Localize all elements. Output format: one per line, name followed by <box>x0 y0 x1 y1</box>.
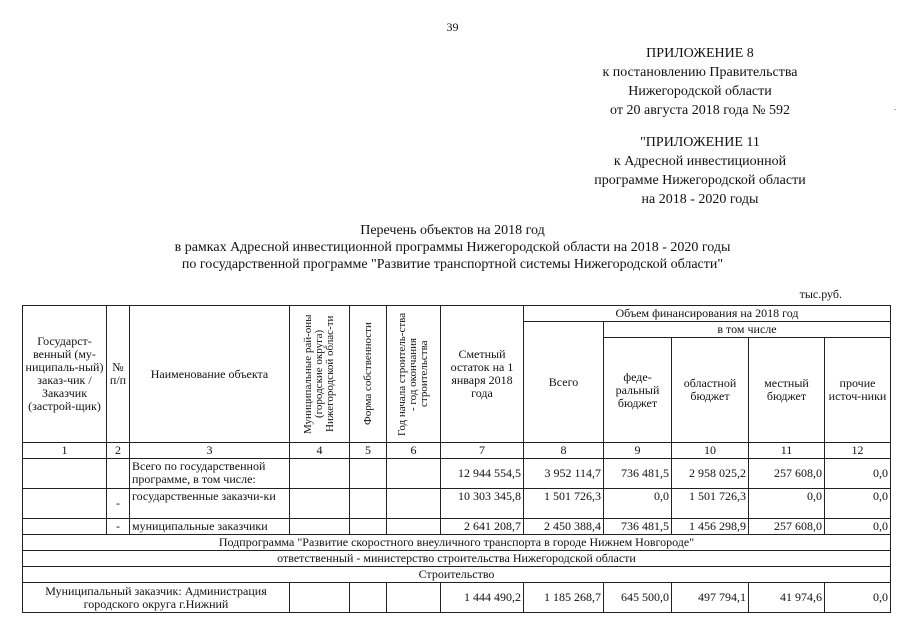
cell-local: 41 974,6 <box>749 583 825 613</box>
appendix-11-title: "ПРИЛОЖЕНИЕ 11 <box>640 135 760 150</box>
header-balance: Сметный остаток на 1 января 2018 года <box>441 306 524 443</box>
cell-other: 0,0 <box>825 489 891 519</box>
cell-total: 1 185 268,7 <box>524 583 604 613</box>
header-years <box>387 306 441 443</box>
cell-federal: 645 500,0 <box>604 583 672 613</box>
appendix-8-line3: Нижегородской области <box>628 84 772 99</box>
cell-empty <box>290 489 350 519</box>
subprogram-title: Подпрограмма "Развитие скоростного внеуличного транспорта в городе Нижнем Новгороде" <box>23 535 891 551</box>
scan-edge-mark: · <box>890 108 900 111</box>
cell-regional: 497 794,1 <box>672 583 749 613</box>
table-row-total <box>23 459 891 489</box>
cell-other: 0,0 <box>825 459 891 489</box>
customer-label: Муниципальный заказчик: Администрация городского округа г.Нижний <box>23 583 290 613</box>
cell-empty <box>290 583 350 613</box>
header-other: прочие источ-ники <box>825 338 891 443</box>
cell-balance: 2 641 208,7 <box>441 519 524 535</box>
cell-empty <box>290 459 350 489</box>
appendix-8-block <box>560 44 840 120</box>
cell-empty <box>387 489 441 519</box>
appendix-11-line4: на 2018 - 2020 годы <box>641 192 759 207</box>
cell-total: 3 952 114,7 <box>524 459 604 489</box>
table-row-customer <box>23 583 891 613</box>
cell-num <box>107 459 130 489</box>
cell-federal: 736 481,5 <box>604 519 672 535</box>
cell-num: - <box>107 489 130 519</box>
column-number: 10 <box>672 443 749 459</box>
header-row-1 <box>23 306 891 322</box>
cell-empty <box>350 519 387 535</box>
cell-name: муниципальные заказчики <box>130 519 290 535</box>
cell-regional: 1 456 298,9 <box>672 519 749 535</box>
cell-balance: 10 303 345,8 <box>441 489 524 519</box>
header-num: № п/п <box>107 306 130 443</box>
header-funding-total: Объем финансирования на 2018 год <box>524 306 891 322</box>
appendix-11-block <box>560 133 840 209</box>
header-district-text: Муниципальные рай-оны (городские округа) Нижегородской облас-ти <box>302 314 336 434</box>
cell-total: 1 501 726,3 <box>524 489 604 519</box>
column-number: 4 <box>290 443 350 459</box>
column-number: 5 <box>350 443 387 459</box>
cell-empty <box>290 519 350 535</box>
table-row-state <box>23 489 891 519</box>
title-line1: Перечень объектов на 2018 год <box>360 223 545 238</box>
table-row-section <box>23 567 891 583</box>
cell-other: 0,0 <box>825 583 891 613</box>
header-years-text: Год начала строитель-ства - год окончания строительства <box>396 312 430 436</box>
table-row-responsible <box>23 551 891 567</box>
column-number-row <box>23 443 891 459</box>
column-number: 7 <box>441 443 524 459</box>
section-title: Строительство <box>23 567 891 583</box>
cell-balance: 1 444 490,2 <box>441 583 524 613</box>
cell-empty <box>387 519 441 535</box>
cell-regional: 2 958 025,2 <box>672 459 749 489</box>
cell-empty <box>387 459 441 489</box>
header-local: местный бюджет <box>749 338 825 443</box>
header-district <box>290 306 350 443</box>
header-federal: феде-ральный бюджет <box>604 338 672 443</box>
cell-empty <box>23 489 107 519</box>
appendix-11-line3: программе Нижегородской области <box>594 173 806 188</box>
appendix-8-title: ПРИЛОЖЕНИЕ 8 <box>646 46 754 61</box>
cell-name: Всего по государственной программе, в том числе: <box>130 459 290 489</box>
cell-empty <box>350 459 387 489</box>
cell-total: 2 450 388,4 <box>524 519 604 535</box>
cell-empty <box>350 489 387 519</box>
header-including: в том числе <box>604 322 891 338</box>
appendix-8-line2: к постановлению Правительства <box>602 65 798 80</box>
header-total: Всего <box>524 322 604 443</box>
header-name: Наименование объекта <box>130 306 290 443</box>
cell-balance: 12 944 554,5 <box>441 459 524 489</box>
cell-name: государственные заказчи-ки <box>130 489 290 519</box>
column-number: 8 <box>524 443 604 459</box>
column-number: 2 <box>107 443 130 459</box>
appendix-11-line2: к Адресной инвестиционной <box>613 154 787 169</box>
cell-num: - <box>107 519 130 535</box>
responsible-title: ответственный - министерство строительства Нижегородской области <box>23 551 891 567</box>
header-customer: Государст-венный (му-ниципаль-ный) заказ-чик / Заказчик (застрой-щик) <box>23 306 107 443</box>
cell-local: 0,0 <box>749 489 825 519</box>
table-row-subprogram <box>23 535 891 551</box>
page-number: 39 <box>446 20 459 34</box>
title-line2: в рамках Адресной инвестиционной программы Нижегородской области на 2018 - 2020 годы <box>174 240 731 255</box>
column-number: 6 <box>387 443 441 459</box>
cell-federal: 736 481,5 <box>604 459 672 489</box>
header-regional: областной бюджет <box>672 338 749 443</box>
cell-federal: 0,0 <box>604 489 672 519</box>
document-title <box>0 222 905 273</box>
cell-empty <box>350 583 387 613</box>
header-ownership-text: Форма собственности <box>361 322 374 426</box>
cell-other: 0,0 <box>825 519 891 535</box>
appendix-8-line4: от 20 августа 2018 года № 592 <box>610 103 790 118</box>
cell-regional: 1 501 726,3 <box>672 489 749 519</box>
cell-empty <box>387 583 441 613</box>
column-number: 3 <box>130 443 290 459</box>
cell-local: 257 608,0 <box>749 459 825 489</box>
units-label: тыс.руб. <box>799 287 842 301</box>
investment-table <box>22 305 891 613</box>
cell-empty <box>23 519 107 535</box>
column-number: 12 <box>825 443 891 459</box>
table-row-municipal <box>23 519 891 535</box>
header-ownership <box>350 306 387 443</box>
column-number: 1 <box>23 443 107 459</box>
cell-empty <box>23 459 107 489</box>
column-number: 11 <box>749 443 825 459</box>
cell-local: 257 608,0 <box>749 519 825 535</box>
column-number: 9 <box>604 443 672 459</box>
title-line3: по государственной программе "Развитие транспортной системы Нижегородской области" <box>181 257 724 272</box>
